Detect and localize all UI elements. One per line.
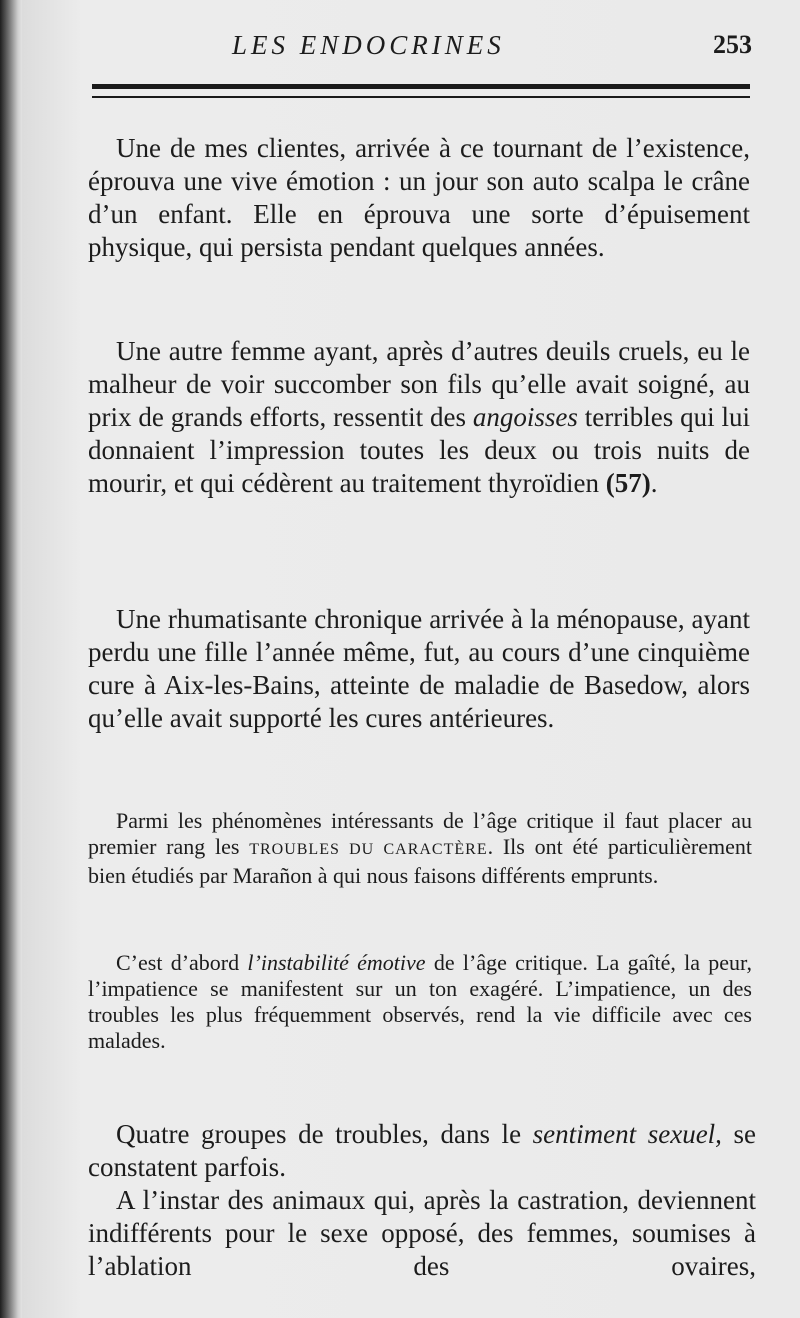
page-number: 253 <box>713 30 752 59</box>
reference-number: (57) <box>605 468 651 498</box>
paragraph-text: Une de mes clientes, arrivée à ce tournant de l’existence, éprouva une vive émotion : un jour son auto scalpa le crâne d’un enfant. Elle en éprouva une sorte d’épuisement physique, qui persista pendant quelques années. <box>88 133 750 262</box>
emphasis-angoisses: angoisses <box>472 402 578 432</box>
paragraph-instabilite <box>88 950 752 1054</box>
running-title: LES ENDOCRINES <box>232 30 505 60</box>
paragraph-text: A l’instar des animaux qui, après la castration, deviennent indifférents pour le sexe opposé, des femmes, soumises à l’ablation des ovaires, <box>88 1185 756 1281</box>
paragraph-first-client <box>88 132 750 264</box>
paragraph-sentiment-sexuel <box>88 1118 756 1184</box>
book-binding-shadow <box>0 0 22 1318</box>
paragraph-basedow <box>88 603 750 735</box>
paragraph-text: Parmi les phénomènes intéressants de l’âge critique il faut placer au premier rang les <box>88 808 752 859</box>
smallcaps-term: TROUBLES DU CARACTÈRE <box>249 841 488 858</box>
header-rule-thin <box>92 96 750 98</box>
paragraph-angoisses: Une autre femme ayant, après d’autres deuils cruels, eu le malheur de voir succomber son fils qu’elle avait soigné, au prix de grands efforts, ressentit des angoisses terribles qui lui donnaient l’impression toutes les deux ou trois nuits de mourir, et qui cédèrent au traitement thyroïdien (57). <box>88 336 750 498</box>
paragraph-text: Une autre femme ayant, après d’autres deuils cruels, eu le malheur de voir succomber son fils qu’elle avait soigné, au prix de grands efforts, ressentit des <box>88 336 750 432</box>
emphasis-instabilite: l’instabilité émotive <box>247 950 426 975</box>
emphasis-sentiment-sexuel: sentiment sexuel, <box>532 1119 722 1149</box>
paragraph-text: Quatre groupes de troubles, dans le <box>116 1119 522 1149</box>
paragraph-text: Une rhumatisante chronique arrivée à la ménopause, ayant perdu une fille l’année même, fut, au cours d’une cinquième cure à Aix-les-Bains, atteinte de maladie de Basedow, alors qu’elle avait supporté les cures antérieures. <box>88 604 750 733</box>
paragraph-castration <box>88 1184 756 1283</box>
page-header <box>232 30 752 70</box>
paragraph-text: . Ils ont été particulièrement bien étudiés par Marañon à qui nous faisons différents emprunts. <box>88 834 752 888</box>
paragraph-text: se constatent parfois. <box>88 1119 757 1182</box>
header-rule-thick <box>92 84 750 89</box>
paragraph-text: terribles qui lui donnaient l’impression toutes les deux ou trois nuits de mourir, et qui cédèrent au traitement thyroïdien <box>88 402 750 498</box>
paragraph-text: de l’âge critique. La gaîté, la peur, l’impatience se manifestent sur un ton exagéré. L’impatience, un des troubles les plus fréquemment observés, rend la vie difficile avec ces malades. <box>88 950 752 1053</box>
paragraph-troubles-caractere <box>88 808 752 889</box>
paragraph-text: C’est d’abord <box>116 950 240 975</box>
